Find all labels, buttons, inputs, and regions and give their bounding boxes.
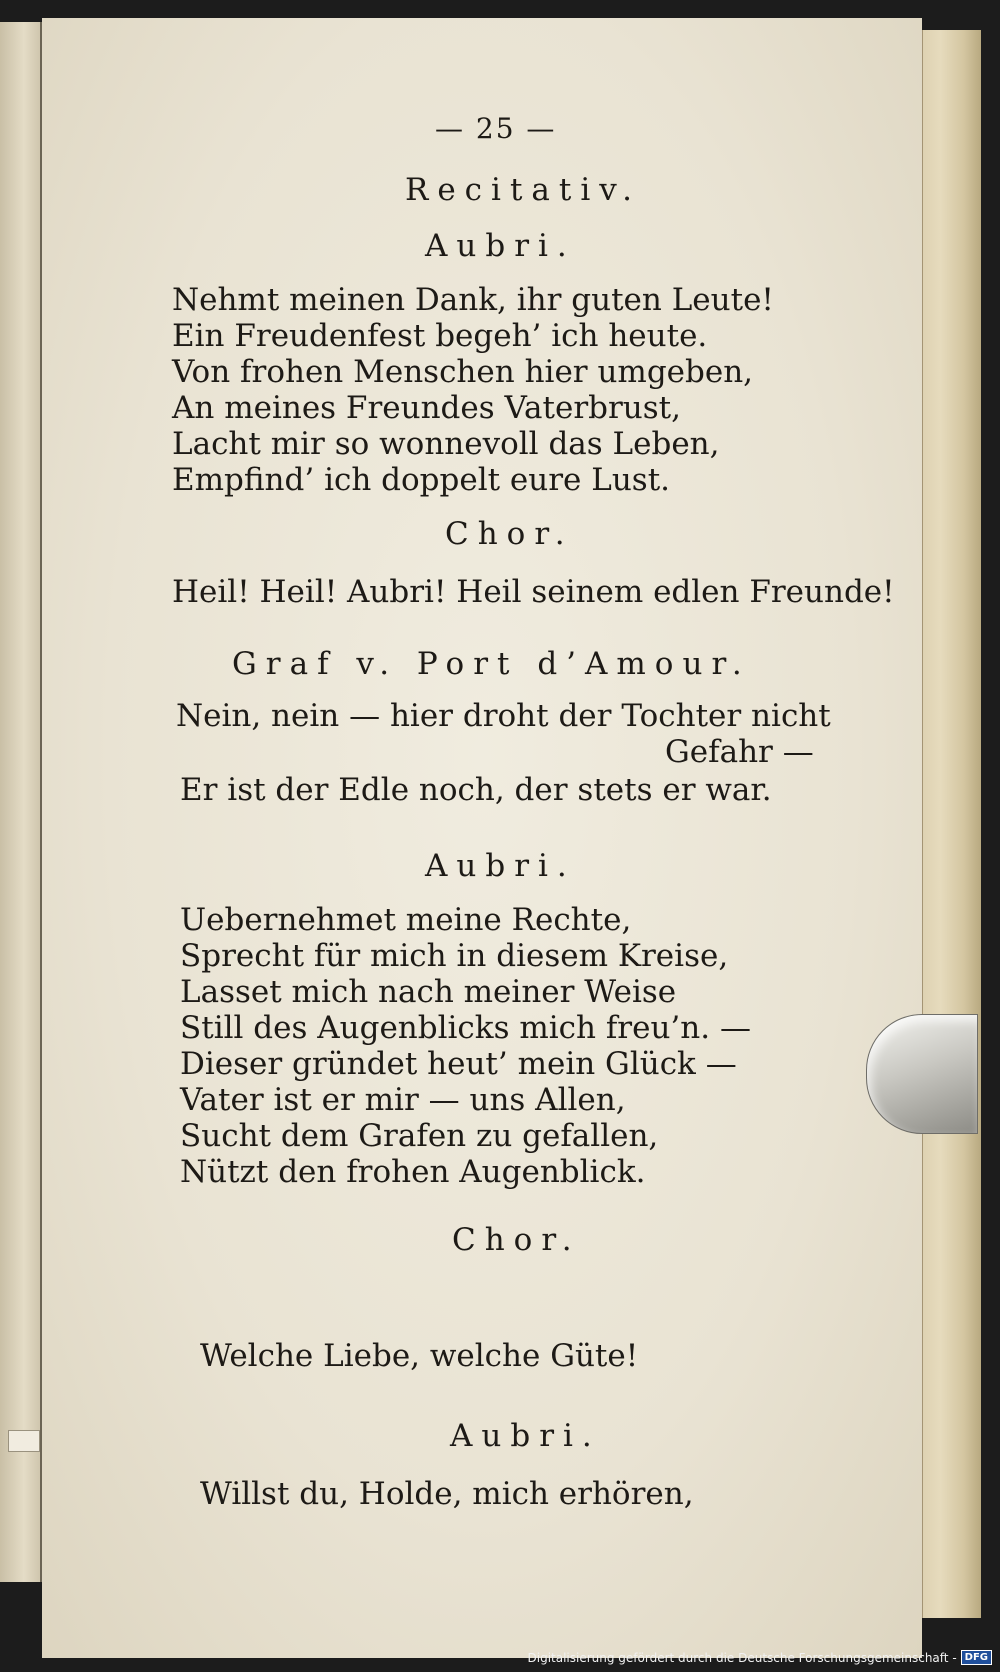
heading-recitativ: Recitativ. — [405, 172, 641, 208]
verse-line: Willst du, Holde, mich erhören, — [200, 1476, 694, 1512]
verse-line: Sprecht für mich in diesem Kreise, — [180, 938, 729, 974]
left-page-edge — [0, 22, 42, 1582]
verse-line: Sucht dem Grafen zu gefallen, — [180, 1118, 659, 1154]
verse-line: Empfind’ ich doppelt eure Lust. — [172, 462, 671, 498]
heading-speaker-chor: Chor. — [452, 1222, 581, 1258]
heading-speaker-aubri: Aubri. — [425, 228, 576, 264]
digitization-footer — [528, 1650, 993, 1665]
heading-speaker-graf: Graf v. Port d’Amour. — [232, 646, 751, 682]
page-number: — 25 — — [435, 112, 557, 145]
dfg-logo-icon: DFG — [961, 1650, 992, 1665]
verse-line: Lacht mir so wonnevoll das Leben, — [172, 426, 720, 462]
verse-line: Still des Augenblicks mich freu’n. — — [180, 1010, 751, 1046]
verse-line: Welche Liebe, welche Güte! — [200, 1338, 639, 1374]
book-page — [42, 18, 922, 1658]
page-clip — [866, 1014, 978, 1134]
verse-line: Heil! Heil! Aubri! Heil seinem edlen Freunde! — [172, 574, 895, 610]
left-page-tab — [8, 1430, 40, 1452]
verse-line: Ein Freudenfest begeh’ ich heute. — [172, 318, 708, 354]
heading-speaker-aubri: Aubri. — [425, 848, 576, 884]
verse-line: Gefahr — — [665, 734, 814, 770]
verse-line: An meines Freundes Vaterbrust, — [172, 390, 681, 426]
footer-credit: Digitalisierung gefördert durch die Deutsche Forschungsgemeinschaft - — [527, 1650, 957, 1665]
verse-line: Vater ist er mir — uns Allen, — [180, 1082, 626, 1118]
right-page-stack — [922, 30, 981, 1618]
verse-line: Nein, nein — hier droht der Tochter nicht — [176, 698, 831, 734]
verse-line: Nützt den frohen Augenblick. — [180, 1154, 646, 1190]
verse-line: Nehmt meinen Dank, ihr guten Leute! — [172, 282, 774, 318]
heading-speaker-aubri: Aubri. — [450, 1418, 601, 1454]
heading-speaker-chor: Chor. — [445, 516, 574, 552]
verse-line: Dieser gründet heut’ mein Glück — — [180, 1046, 737, 1082]
verse-line: Lasset mich nach meiner Weise — [180, 974, 677, 1010]
verse-line: Er ist der Edle noch, der stets er war. — [180, 772, 772, 808]
verse-line: Uebernehmet meine Rechte, — [180, 902, 632, 938]
verse-line: Von frohen Menschen hier umgeben, — [172, 354, 754, 390]
